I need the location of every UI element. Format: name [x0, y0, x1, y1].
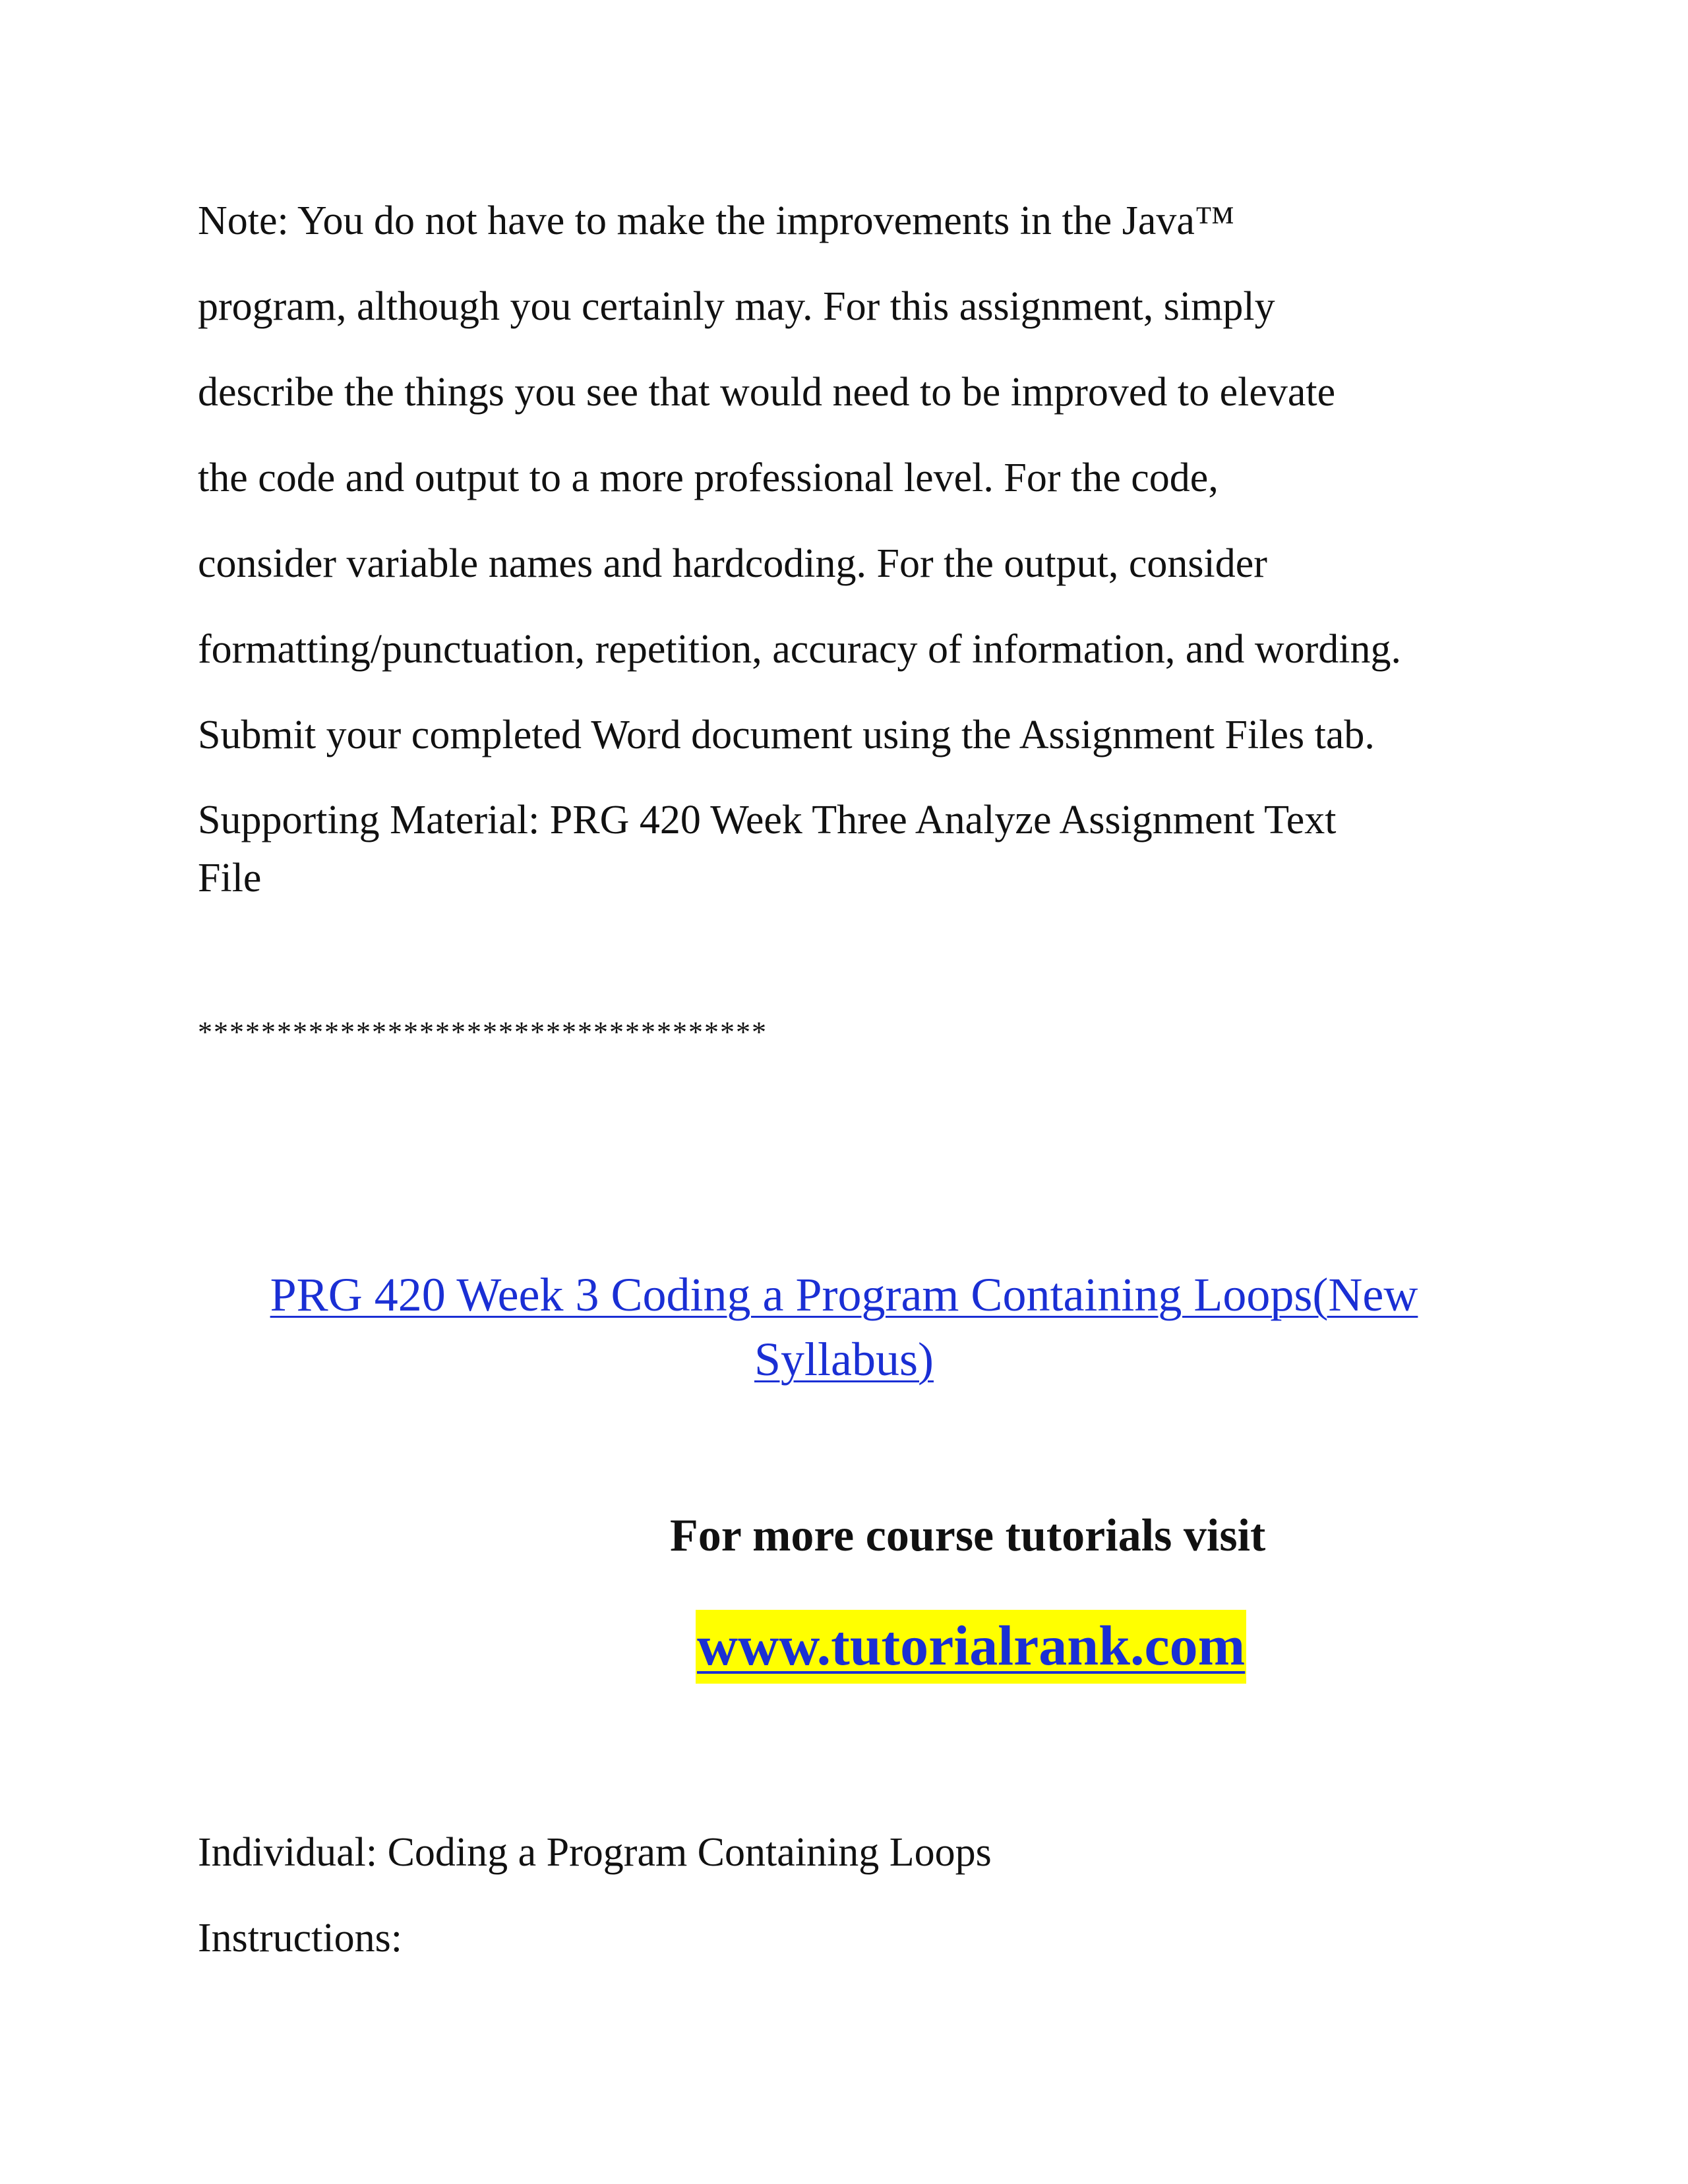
section-title: Individual: Coding a Program Containing Loops — [198, 1830, 992, 1875]
section-subtitle: Instructions: — [198, 1916, 402, 1961]
supporting-material — [198, 791, 1517, 907]
course-link[interactable] — [185, 1262, 1503, 1392]
note-line: describe the things you see that would need to be improved to elevate — [198, 370, 1336, 415]
separator-stars: ************************************ — [198, 1016, 768, 1048]
note-line: program, although you certainly may. For this assignment, simply — [198, 284, 1275, 329]
note-line: Submit your completed Word document using the Assignment Files tab. — [198, 713, 1375, 757]
note-line: consider variable names and hardcoding. For the output, consider — [198, 541, 1267, 586]
note-paragraph — [198, 178, 1517, 778]
course-link-line[interactable]: Syllabus) — [754, 1333, 934, 1386]
supporting-material-line: File — [198, 856, 262, 900]
note-line: Note: You do not have to make the improvements in the Java™ — [198, 198, 1235, 243]
note-line: formatting/punctuation, repetition, accuracy of information, and wording. — [198, 627, 1402, 672]
promo-visit-text: For more course tutorials visit — [670, 1510, 1266, 1561]
supporting-material-line: Supporting Material: PRG 420 Week Three Analyze Assignment Text — [198, 798, 1337, 842]
course-link-line[interactable]: PRG 420 Week 3 Coding a Program Containing Loops(New — [270, 1268, 1418, 1321]
note-line: the code and output to a more professional level. For the code, — [198, 456, 1219, 500]
website-link[interactable]: www.tutorialrank.com — [696, 1610, 1246, 1684]
